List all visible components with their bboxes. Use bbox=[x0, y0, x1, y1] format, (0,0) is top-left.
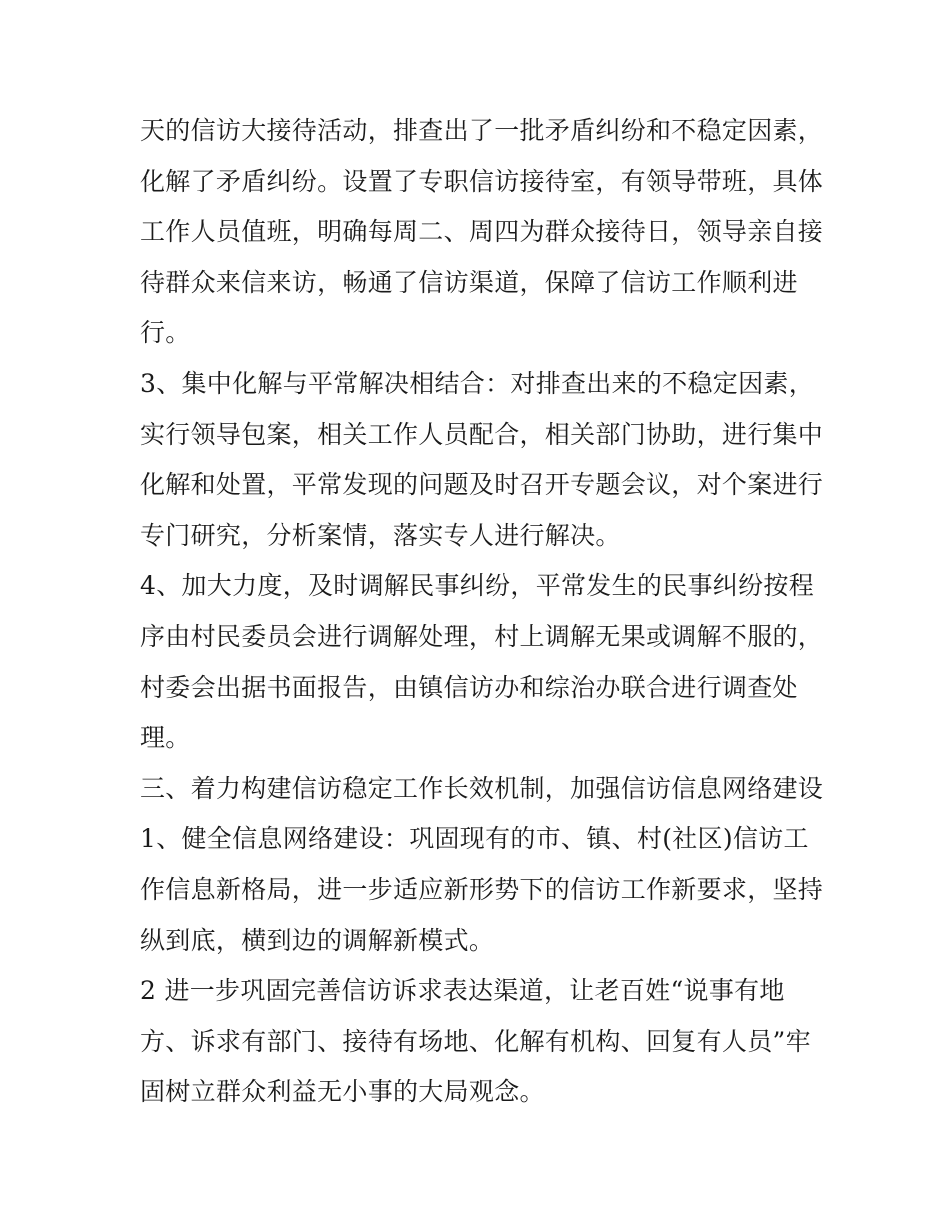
text-line: 方、诉求有部门、接待有场地、化解有机构、回复有人员”牢 bbox=[140, 1026, 811, 1056]
text-line: 纵到底，横到边的调解新模式。 bbox=[140, 925, 495, 955]
text-line: 实行领导包案，相关工作人员配合，相关部门协助，进行集中 bbox=[140, 419, 824, 449]
document-body bbox=[140, 106, 824, 1118]
text-line: 工作人员值班，明确每周二、周四为群众接待日，领导亲自接 bbox=[140, 217, 824, 247]
text-line: 1、健全信息网络建设：巩固现有的市、镇、村(社区)信访工 bbox=[140, 824, 809, 854]
text-line: 化解了矛盾纠纷。设置了专职信访接待室，有领导带班，具体 bbox=[140, 166, 824, 196]
text-line: 专门研究，分析案情，落实专人进行解决。 bbox=[140, 520, 621, 550]
text-line: 4、加大力度，及时调解民事纠纷，平常发生的民事纠纷按程 bbox=[140, 571, 815, 601]
text-line: 固树立群众利益无小事的大局观念。 bbox=[140, 1077, 545, 1107]
text-line: 序由村民委员会进行调解处理，村上调解无果或调解不服的， bbox=[140, 621, 824, 651]
text-line: 3、集中化解与平常解决相结合：对排查出来的不稳定因素， bbox=[140, 368, 815, 398]
text-line: 行。 bbox=[140, 318, 191, 348]
text-line: 化解和处置，平常发现的问题及时召开专题会议，对个案进行 bbox=[140, 470, 824, 500]
text-line: 天的信访大接待活动，排查出了一批矛盾纠纷和不稳定因素， bbox=[140, 116, 824, 145]
text-line: 理。 bbox=[140, 723, 191, 753]
text-line: 作信息新格局，进一步适应新形势下的信访工作新要求，坚持 bbox=[140, 874, 824, 904]
text-line: 待群众来信来访，畅通了信访渠道，保障了信访工作顺利进 bbox=[140, 267, 798, 297]
section-heading: 三、着力构建信访稳定工作长效机制，加强信访信息网络建设 bbox=[140, 773, 824, 803]
text-line: 2 进一步巩固完善信访诉求表达渠道，让老百姓“说事有地 bbox=[140, 976, 785, 1006]
text-line: 村委会出据书面报告，由镇信访办和综治办联合进行调查处 bbox=[140, 672, 798, 702]
